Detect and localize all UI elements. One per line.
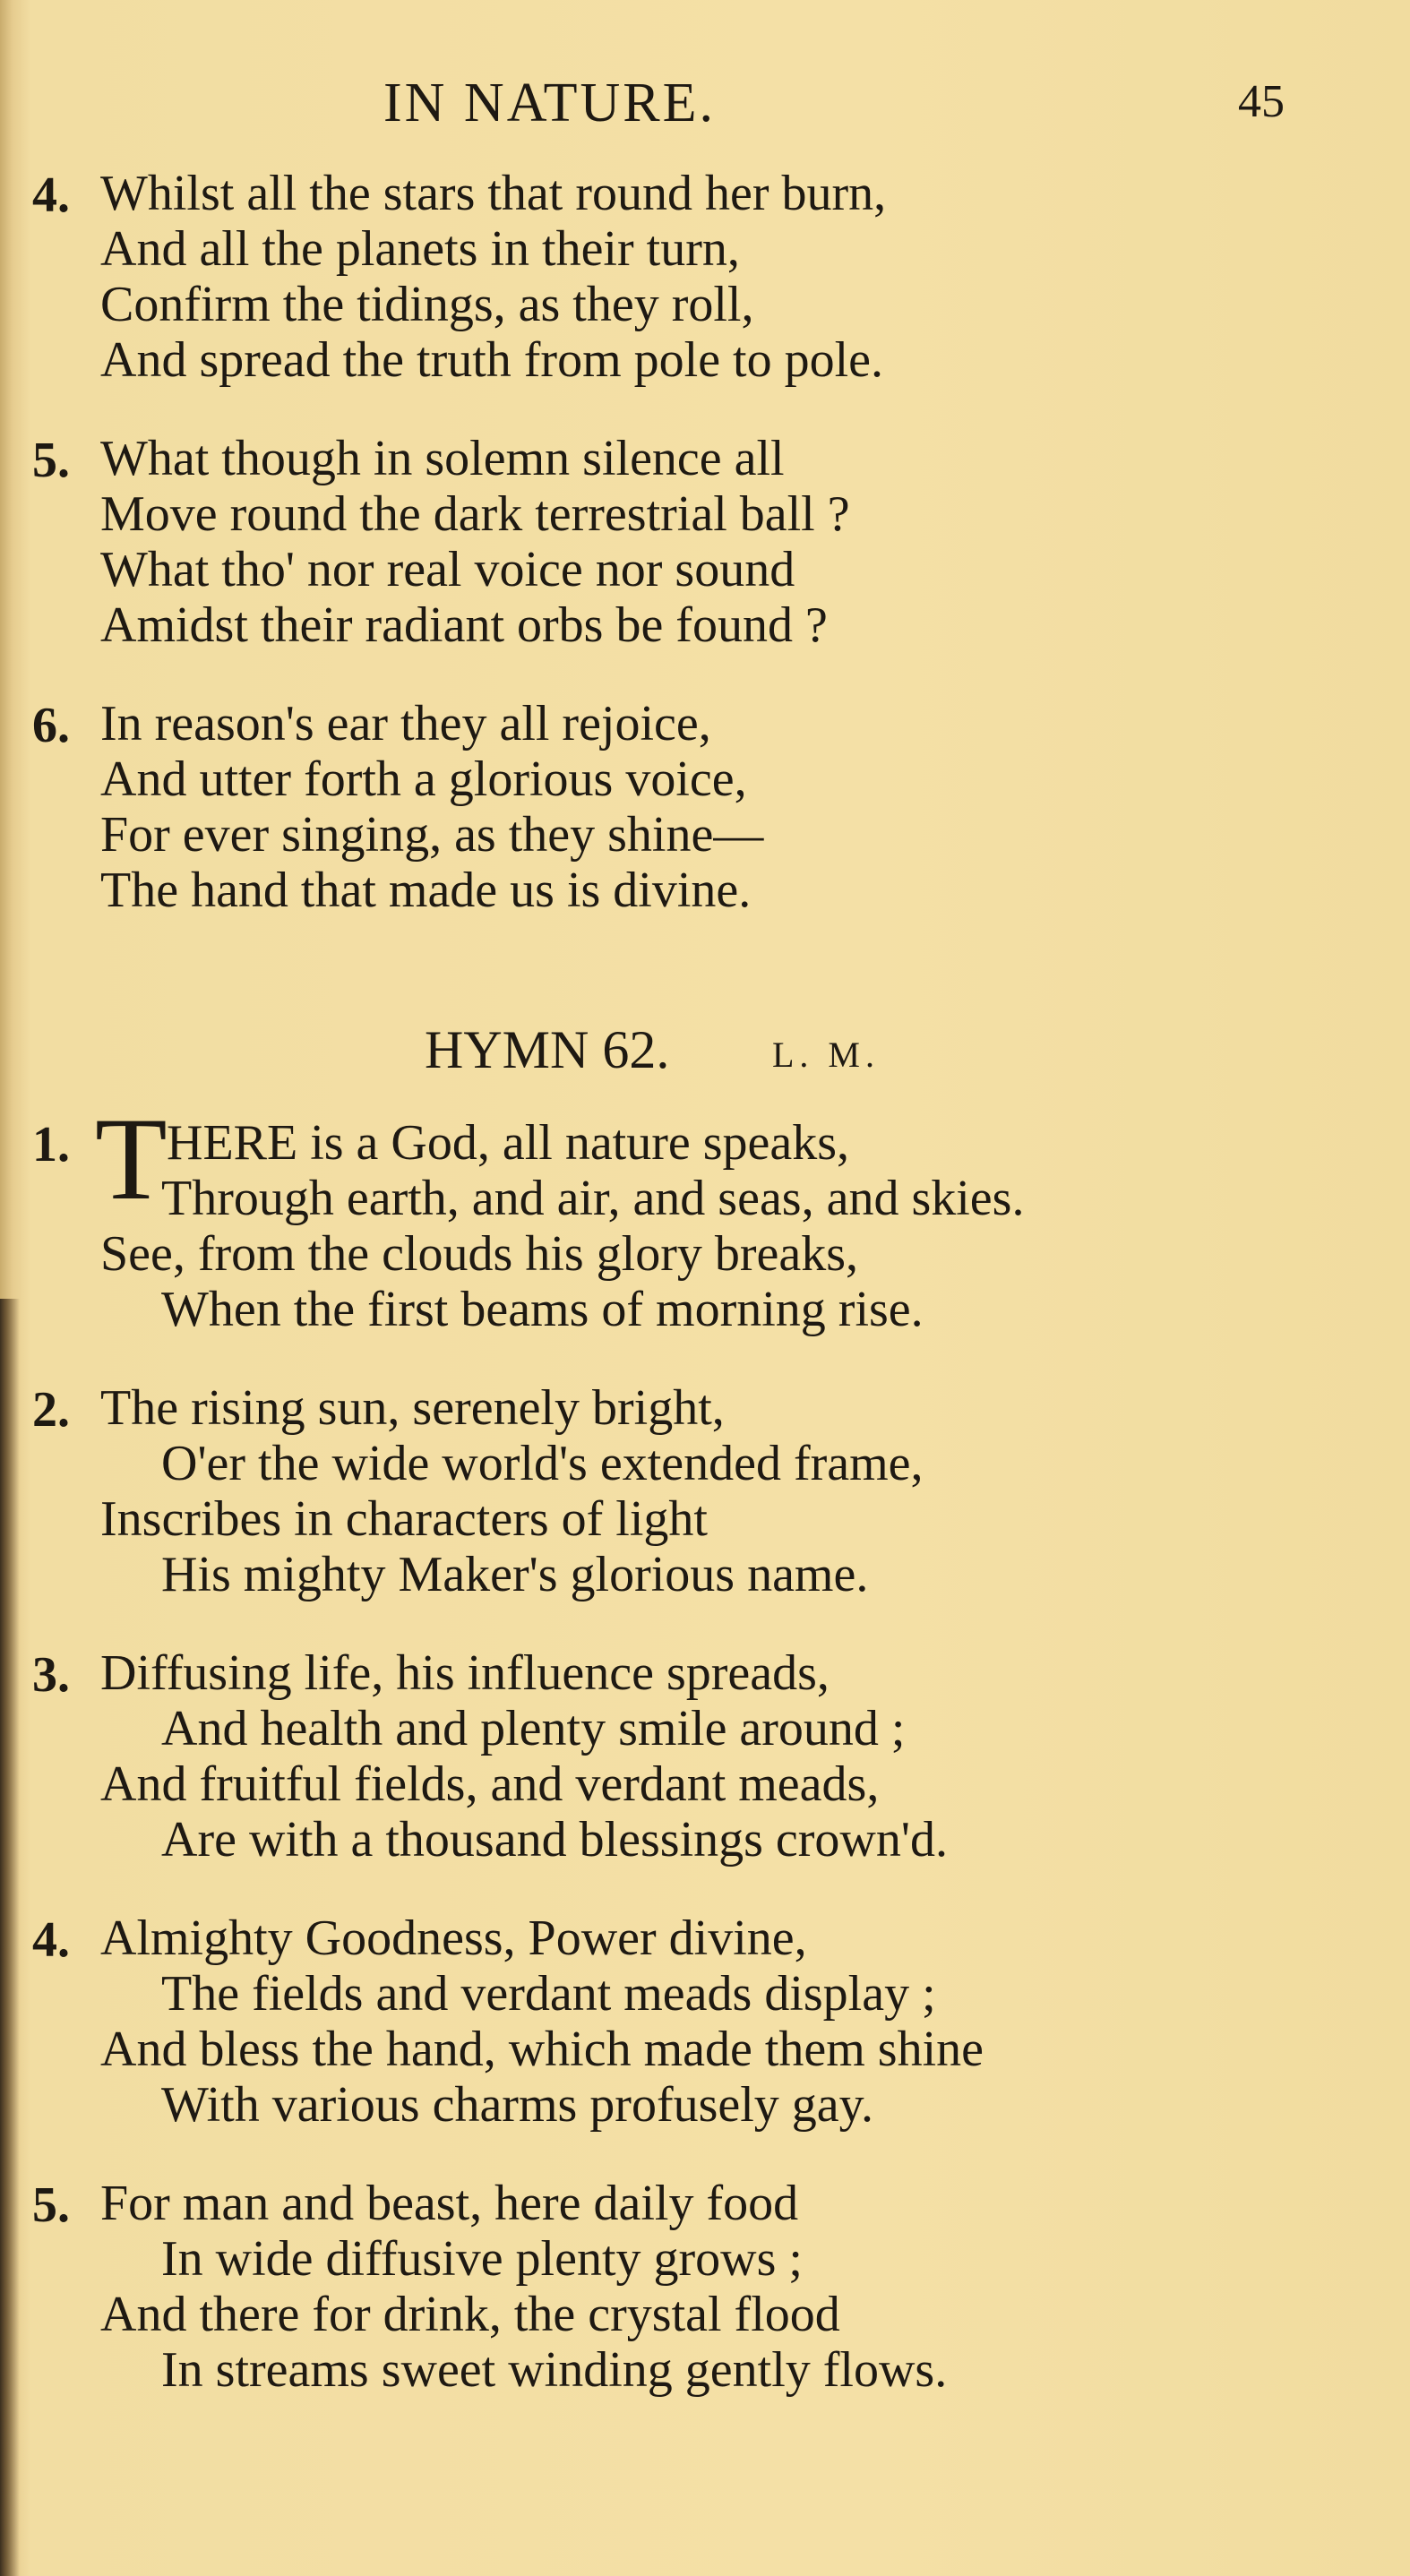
verse-line: And there for drink, the crystal flood bbox=[100, 2287, 840, 2342]
stanza-number: 1. bbox=[32, 1117, 70, 1172]
hymn-heading bbox=[0, 1019, 1410, 1091]
verse-line: Almighty Goodness, Power divine, bbox=[100, 1911, 807, 1966]
verse-line: What tho' nor real voice nor sound bbox=[100, 542, 795, 597]
running-head bbox=[0, 56, 1410, 136]
verse-line: Whilst all the stars that round her burn, bbox=[100, 166, 887, 221]
verse-line: With various charms profusely gay. bbox=[161, 2077, 874, 2133]
stanza-number: 3. bbox=[32, 1647, 70, 1703]
verse-line: Inscribes in characters of light bbox=[100, 1491, 708, 1547]
hymn-title: HYMN 62. bbox=[425, 1020, 670, 1079]
verse-line: And bless the hand, which made them shine bbox=[100, 2022, 984, 2077]
verse-line: And spread the truth from pole to pole. bbox=[100, 332, 884, 388]
verse-line: When the first beams of morning rise. bbox=[161, 1282, 924, 1337]
stanza-number: 4. bbox=[32, 167, 70, 223]
verse-line: O'er the wide world's extended frame, bbox=[161, 1436, 924, 1491]
verse-line: What though in solemn silence all bbox=[100, 431, 785, 486]
verse-line: The hand that made us is divine. bbox=[100, 863, 752, 918]
verse-line: Confirm the tidings, as they roll, bbox=[100, 277, 754, 332]
verse-line: In reason's ear they all rejoice, bbox=[100, 696, 711, 751]
verse-line: For ever singing, as they shine— bbox=[100, 807, 764, 863]
stanza-number: 4. bbox=[32, 1912, 70, 1968]
stanza-number: 6. bbox=[32, 698, 70, 753]
verse-line: In streams sweet winding gently flows. bbox=[161, 2342, 948, 2398]
verse-line: And health and plenty smile around ; bbox=[161, 1701, 906, 1756]
stanza-number: 5. bbox=[32, 433, 70, 488]
verse-line: Diffusing life, his influence spreads, bbox=[100, 1645, 830, 1701]
verse-line: Through earth, and air, and seas, and skies. bbox=[161, 1171, 1025, 1226]
verse-line: The fields and verdant meads display ; bbox=[161, 1966, 936, 2022]
verse-line: For man and beast, here daily food bbox=[100, 2176, 799, 2231]
verse-line: His mighty Maker's glorious name. bbox=[161, 1547, 869, 1602]
page-edge-shadow bbox=[0, 1299, 20, 2576]
verse-line: The rising sun, serenely bright, bbox=[100, 1380, 725, 1436]
stanza-number: 2. bbox=[32, 1382, 70, 1438]
drop-cap: T bbox=[95, 1093, 168, 1224]
verse-line: Amidst their radiant orbs be found ? bbox=[100, 597, 828, 653]
verse-line: And fruitful fields, and verdant meads, bbox=[100, 1756, 880, 1812]
hymn-meter: L. M. bbox=[772, 1035, 880, 1075]
verse-line: And all the planets in their turn, bbox=[100, 221, 740, 277]
running-title: IN NATURE. bbox=[383, 73, 716, 133]
verse-line: In wide diffusive plenty grows ; bbox=[161, 2231, 803, 2287]
verse-line: Move round the dark terrestrial ball ? bbox=[100, 486, 850, 542]
verse-line: See, from the clouds his glory breaks, bbox=[100, 1226, 859, 1282]
page-number: 45 bbox=[1238, 76, 1285, 127]
verse-line: HERE is a God, all nature speaks, bbox=[167, 1115, 850, 1171]
verse-line: Are with a thousand blessings crown'd. bbox=[161, 1812, 948, 1868]
stanza-number: 5. bbox=[32, 2177, 70, 2233]
verse-line: And utter forth a glorious voice, bbox=[100, 751, 747, 807]
